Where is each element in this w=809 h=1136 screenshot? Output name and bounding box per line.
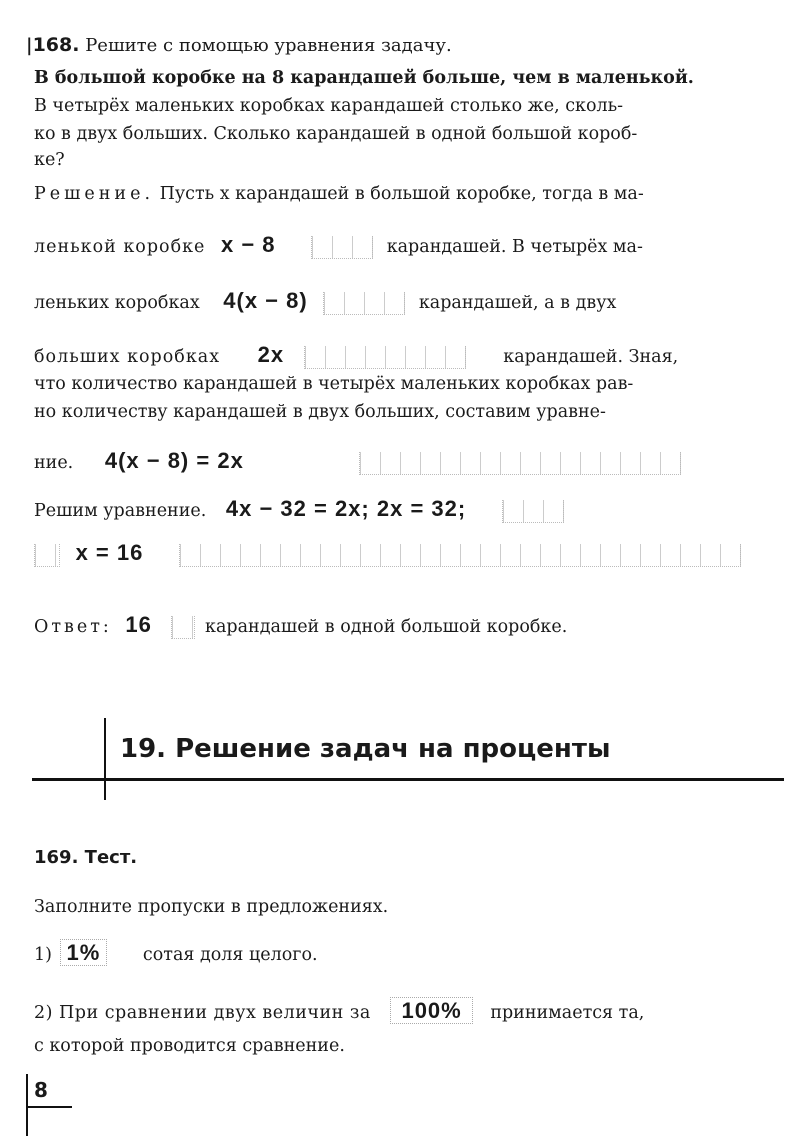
section-title: 19. Решение задач на проценты [120,734,611,764]
solution-line [34,184,644,204]
solution-text: карандашей. В четырёх ма- [386,237,643,257]
problem-line: В большой коробке на 8 карандашей больше, чем в маленькой. [34,68,694,88]
solution-text: больших коробках [34,347,221,367]
item2-answer-field[interactable]: 100% [390,997,472,1024]
answer-grid [304,346,466,369]
task-number: 168. [32,34,80,56]
solve-label: Решим уравнение. [34,501,207,521]
solution-label: Решение. [34,184,155,204]
solution-text: ние. [34,453,74,473]
page-number-underline [26,1106,72,1108]
solution-line [34,448,681,475]
test-item-2 [34,998,644,1024]
solution-line [34,232,643,259]
equation-field[interactable]: 4(x − 8) = 2x [104,448,244,473]
section-vertical-rule [104,718,106,800]
solution-text: леньких коробках [34,293,200,313]
solution-line [34,540,741,567]
item-text: сотая доля целого. [142,945,318,965]
answer-grid [171,616,195,639]
answer-grid [179,544,741,567]
solve-result-field[interactable]: x = 16 [75,540,144,565]
answer-grid [323,292,405,315]
task-169-header: 169. Тест. [34,847,138,868]
answer-field-small-box[interactable]: x − 8 [220,232,276,257]
answer-text: карандашей в одной большой коробке. [205,617,568,637]
answer-field-four-boxes[interactable]: 4(x − 8) [223,288,308,313]
solution-text: ленькой коробке [34,237,206,257]
solution-text: Пусть x карандашей в большой коробке, тогда в ма- [159,184,644,204]
section-underline [32,778,784,781]
page-number: 8 [34,1078,48,1102]
test-item-1 [34,940,318,966]
solution-line [34,496,564,523]
task-168-header [26,34,452,56]
left-margin-bar: | [26,35,33,56]
problem-line: ко в двух больших. Сколько карандашей в одной большой короб- [34,124,638,144]
solve-steps-field[interactable]: 4x − 32 = 2x; 2x = 32; [225,496,467,521]
test-item-2-cont: с которой проводится сравнение. [34,1036,345,1056]
task-instruction: Заполните пропуски в предложениях. [34,897,389,917]
answer-grid [311,236,373,259]
item-text: 2) При сравнении двух величин за [34,1003,371,1023]
answer-line [34,612,567,639]
item1-answer-field[interactable]: 1% [60,939,108,966]
answer-grid [359,452,681,475]
solution-line: но количеству карандашей в двух больших, составим уравне- [34,402,606,422]
task-instruction: Решите с помощью уравнения задачу. [85,35,452,56]
solution-text: карандашей. Зная, [503,347,679,367]
problem-line: В четырёх маленьких коробках карандашей столько же, сколь- [34,96,624,116]
item-text: принимается та, [490,1003,645,1023]
answer-label: Ответ: [34,617,112,637]
answer-value-field[interactable]: 16 [125,612,152,637]
item-number: 1) [34,945,52,965]
solution-line: что количество карандашей в четырёх маленьких коробках рав- [34,374,634,394]
answer-grid [34,544,60,567]
problem-line: ке? [34,150,65,170]
answer-field-two-boxes[interactable]: 2x [257,342,285,367]
solution-text: карандашей, а в двух [418,293,617,313]
answer-grid [502,500,564,523]
solution-line [34,342,678,369]
solution-line [34,288,616,315]
page-number-vertical-rule [26,1074,28,1136]
